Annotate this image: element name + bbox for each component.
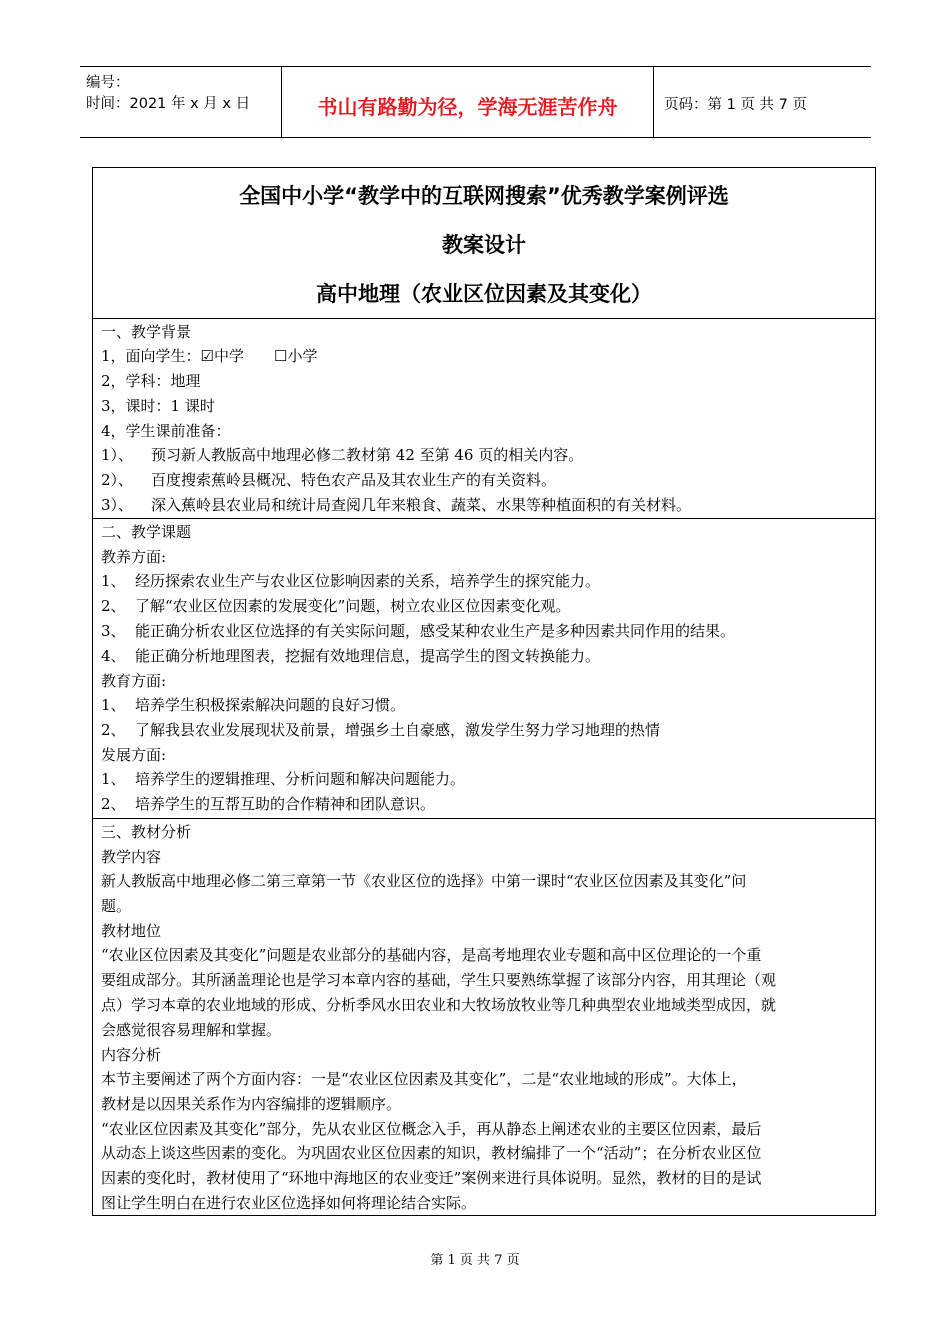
list-item: 1、 培养学生积极探索解决问题的良好习惯。	[101, 696, 406, 714]
doc-number-label: 编号：	[86, 75, 130, 91]
education-heading: 教育方面:	[101, 672, 167, 690]
analysis-heading: 内容分析	[101, 1046, 162, 1064]
position-heading: 教材地位	[101, 922, 162, 940]
divider	[93, 818, 875, 819]
title-line-2: 教案设计	[442, 233, 526, 257]
content-heading: 教学内容	[101, 848, 162, 866]
paragraph-line: 要组成部分。其所涵盖理论也是学习本章内容的基础，学生只要熟练掌握了该部分内容，用其理论（观	[101, 971, 777, 989]
list-item: 1、 经历探索农业生产与农业区位影响因素的关系，培养学生的探究能力。	[101, 572, 601, 590]
option-primary-school: 小学	[287, 347, 318, 365]
paragraph-line: 题。	[101, 897, 132, 915]
literacy-heading: 教养方面:	[101, 548, 167, 566]
paragraph-line: “农业区位因素及其变化”问题是农业部分的基础内容，是高考地理农业专题和高中区位理论的一个重	[101, 946, 762, 964]
page-counter: 页码：第 1 页 共 7 页	[664, 97, 807, 113]
motto: 书山有路勤为径，学海无涯苦作舟	[317, 95, 618, 119]
title-line-3: 高中地理（农业区位因素及其变化）	[316, 282, 652, 306]
audience-label: 1，面向学生：	[101, 347, 201, 365]
list-item: 2）、 百度搜索蕉岭县概况、特色农产品及其农业生产的有关资料。	[101, 471, 557, 489]
list-item: 2、 了解我县农业发展现状及前景，增强乡土自豪感，激发学生努力学习地理的热情	[101, 721, 661, 739]
list-item: 3、 能正确分析农业区位选择的有关实际问题，感受某种农业生产是多种因素共同作用的结果。	[101, 622, 736, 640]
list-item: 3）、 深入蕉岭县农业局和统计局查阅几年来粮食、蔬菜、水果等种植面积的有关材料。	[101, 496, 692, 514]
paragraph-line: 从动态上谈这些因素的变化。为巩固农业区位因素的知识，教材编排了一个“活动”；在分析农业区位	[101, 1144, 762, 1162]
list-item: 2、 培养学生的互帮互助的合作精神和团队意识。	[101, 795, 436, 813]
section3-heading: 三、教材分析	[101, 823, 192, 841]
header-motto-cell	[282, 67, 654, 137]
option-middle-school: 中学	[214, 347, 245, 365]
page-footer: 第 1 页 共 7 页	[430, 1253, 520, 1268]
lesson-plan-table	[92, 167, 876, 1216]
paragraph-line: 教材是以因果关系作为内容编排的逻辑顺序。	[101, 1095, 402, 1113]
section1-heading: 一、教学背景	[101, 323, 192, 341]
section2-heading: 二、教学课题	[101, 523, 192, 541]
development-heading: 发展方面:	[101, 746, 167, 764]
paragraph-line: 会感觉很容易理解和掌握。	[101, 1021, 282, 1039]
paragraph-line: 点）学习本章的农业地域的形成、分析季风水田农业和大牧场放牧业等几种典型农业地域类型成因，就	[101, 996, 777, 1014]
list-item: 4、 能正确分析地理图表，挖掘有效地理信息，提高学生的图文转换能力。	[101, 647, 601, 665]
paragraph-line: 因素的变化时，教材使用了“环地中海地区的农业变迁”案例来进行具体说明。显然，教材的目的是试	[101, 1169, 762, 1187]
list-item: 1、 培养学生的逻辑推理、分析问题和解决问题能力。	[101, 770, 466, 788]
hours-row: 3，课时：1 课时	[101, 397, 215, 415]
audience-row	[101, 346, 317, 366]
list-item: 1）、 预习新人教版高中地理必修二教材第 42 至第 46 页的相关内容。	[101, 446, 584, 464]
header-page-cell	[654, 67, 871, 137]
divider	[93, 318, 875, 319]
subject-row: 2，学科：地理	[101, 372, 201, 390]
page-header	[80, 66, 871, 138]
paragraph-line: “农业区位因素及其变化”部分，先从农业区位概念入手，再从静态上阐述农业的主要区位因素，最后	[101, 1120, 762, 1138]
unchecked-box-icon: ☐	[274, 347, 288, 365]
date-label: 时间：2021 年 x 月 x 日	[86, 96, 251, 112]
list-item: 2、 了解“农业区位因素的发展变化”问题，树立农业区位因素变化观。	[101, 597, 571, 615]
paragraph-line: 本节主要阐述了两个方面内容：一是“农业区位因素及其变化”，二是“农业地域的形成”。大体上，	[101, 1070, 747, 1088]
divider	[93, 518, 875, 519]
paragraph-line: 图让学生明白在进行农业区位选择如何将理论结合实际。	[101, 1194, 477, 1212]
title-line-1: 全国中小学“教学中的互联网搜索”优秀教学案例评选	[239, 184, 729, 208]
paragraph-line: 新人教版高中地理必修二第三章第一节《农业区位的选择》中第一课时“农业区位因素及其变化”问	[101, 872, 747, 890]
checked-box-icon: ☑	[200, 347, 214, 365]
header-meta	[80, 67, 282, 137]
prep-heading: 4，学生课前准备：	[101, 422, 231, 440]
